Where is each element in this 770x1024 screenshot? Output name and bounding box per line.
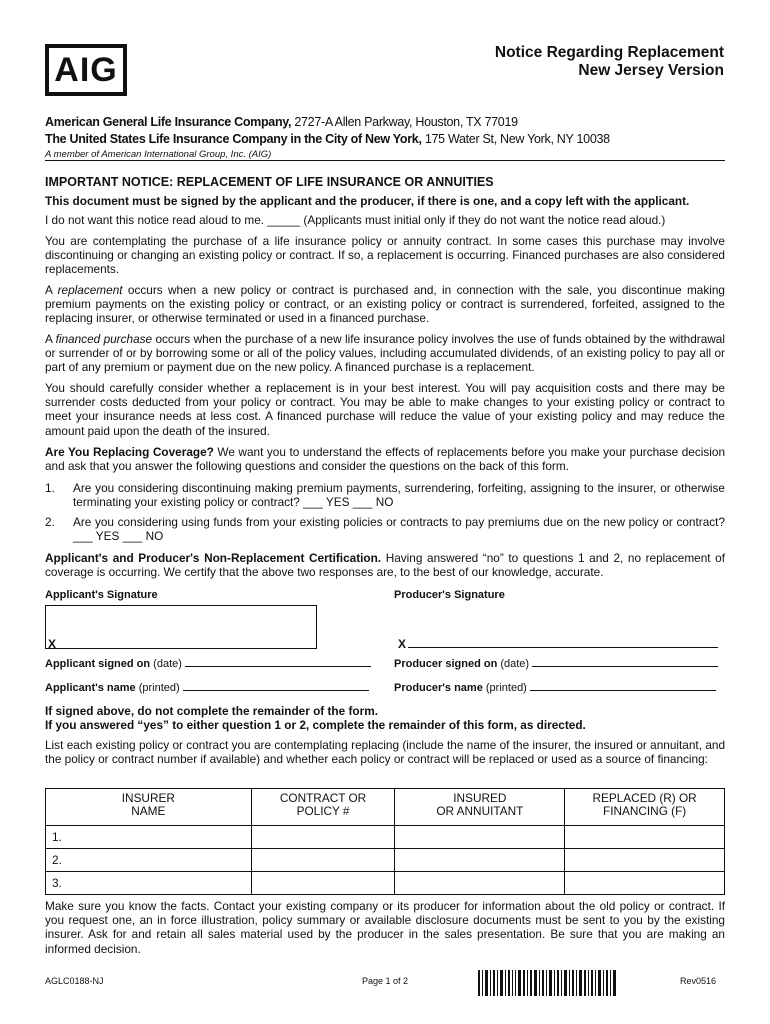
col-contract-line2: POLICY #	[296, 804, 350, 818]
member-note: A member of American International Group, Inc. (AIG)	[45, 149, 272, 160]
page-number: Page 1 of 2	[362, 976, 409, 986]
company-2	[45, 132, 610, 146]
row-1-replaced-cell[interactable]	[565, 826, 725, 849]
producer-name-row	[394, 680, 716, 694]
notice-heading: IMPORTANT NOTICE: REPLACEMENT OF LIFE INSURANCE OR ANNUITIES	[45, 175, 494, 189]
aig-logo	[45, 44, 127, 96]
paragraph-replacement	[45, 283, 725, 326]
replacing-coverage-lead: Are You Replacing Coverage?	[45, 445, 214, 459]
term-financed-purchase: financed purchase	[55, 332, 153, 346]
read-aloud-line: I do not want this notice read aloud to me. _____ (Applicants must initial only if they do not want the notice read aloud.)	[45, 213, 666, 227]
list-instruction: List each existing policy or contract you are contemplating replacing (include the name of the insurer, the insured or annuitant, and the policy or contract number if available) and whether each policy or contract will be replaced or used as a source of financing:	[45, 738, 725, 767]
paragraph-financed-purchase	[45, 332, 725, 375]
table-header-row	[46, 789, 725, 826]
row-2-insured-cell[interactable]	[395, 849, 565, 872]
applicant-signed-on-label: Applicant signed on	[45, 658, 151, 670]
applicant-date-hint: (date)	[150, 658, 182, 670]
table-row	[46, 872, 725, 895]
row-1-policy-cell[interactable]	[251, 826, 395, 849]
revision: Rev0516	[680, 976, 717, 986]
para3-body: occurs when the purchase of a new life insurance policy involves the use of funds obtained by the withdrawal or surrender of or by borrowing some or all of the policy values, including accumulated dividends, of an existing policy to pay all or part of any premium or payment due on the new policy. A financed purchase is a replacement.	[45, 332, 725, 375]
producer-signature-field[interactable]	[408, 637, 718, 648]
applicant-signature-field[interactable]	[45, 605, 317, 649]
producer-printed-hint: (printed)	[482, 682, 527, 694]
producer-name-field[interactable]	[530, 680, 716, 691]
row-2-insurer-cell[interactable]: 2.	[46, 849, 252, 872]
para3-prefix: A	[45, 332, 56, 346]
question-2-text: Are you considering using funds from your existing policies or contracts to pay premiums due on the new policy or contract? ___ YES ___ NO	[73, 515, 725, 544]
producer-signature-label: Producer's Signature	[394, 589, 505, 601]
applicant-name-field[interactable]	[183, 680, 369, 691]
know-the-facts-paragraph: Make sure you know the facts. Contact your existing company or its producer for information about the old policy or contract. If you request one, an in force illustration, policy summary or available disclosure documents must be sent to you by the existing insurer. Ask for and retain all sales material used by the producer in the sales presentation. Be sure that you are making an informed decision.	[45, 899, 725, 956]
para2-body: occurs when a new policy or contract is purchased and, in connection with the sale, you discontinue making premium payments on the existing policy or contract, or an existing policy or contract is surrendered, forfeited, assigned to the replacing insurer, or otherwise terminated or used in a financed purchase.	[45, 283, 725, 326]
question-1-number: 1.	[45, 481, 55, 495]
question-2	[45, 515, 725, 543]
paragraph-replacing-coverage	[45, 445, 725, 473]
question-1-text: Are you considering discontinuing making premium payments, surrendering, forfeiting, assigning to the insurer, or otherwise terminating your existing policy or contract? ___ YES ___ NO	[73, 481, 725, 510]
barcode-icon	[478, 970, 618, 996]
question-1	[45, 481, 725, 509]
replacing-coverage-body: We want you to understand the effects of replacements before you make your purchase decision and ask that you answer the following questions and consider the questions on the back of this form.	[45, 445, 726, 474]
non-replacement-certification	[45, 551, 725, 579]
col-replaced-financing	[565, 789, 725, 826]
signed-instruction: This document must be signed by the applicant and the producer, if there is one, and a copy left with the applicant.	[45, 194, 690, 208]
col-contract-line1: CONTRACT OR	[279, 791, 367, 805]
row-1-insurer-cell[interactable]: 1.	[46, 826, 252, 849]
producer-signed-on-row	[394, 656, 718, 670]
table-row	[46, 826, 725, 849]
col-replaced-line2: FINANCING (F)	[602, 804, 687, 818]
applicant-name-row	[45, 680, 369, 694]
producer-name-label: Producer's name	[394, 682, 483, 694]
row-2-replaced-cell[interactable]	[565, 849, 725, 872]
col-insured-line1: INSURED	[453, 791, 507, 805]
company-1-name: American General Life Insurance Company,	[45, 115, 292, 129]
col-insured-annuitant	[395, 789, 565, 826]
company-2-name: The United States Life Insurance Company in the City of New York,	[45, 132, 422, 146]
col-insured-line2: OR ANNUITANT	[436, 804, 524, 818]
row-3-policy-cell[interactable]	[251, 872, 395, 895]
form-title: Notice Regarding Replacement	[494, 44, 724, 61]
company-1	[45, 115, 518, 129]
col-insurer-line2: NAME	[131, 804, 166, 818]
producer-date-hint: (date)	[497, 658, 530, 670]
term-replacement: replacement	[57, 283, 123, 297]
applicant-signed-on-row	[45, 656, 371, 670]
row-2-policy-cell[interactable]	[251, 849, 395, 872]
question-2-number: 2.	[45, 515, 55, 529]
row-3-insurer-cell[interactable]: 3.	[46, 872, 252, 895]
divider	[45, 160, 725, 161]
applicant-signature-label: Applicant's Signature	[45, 589, 158, 601]
applicant-x-mark: X	[48, 637, 57, 651]
row-3-replaced-cell[interactable]	[565, 872, 725, 895]
company-2-address: 175 Water St, New York, NY 10038	[421, 132, 610, 146]
existing-policies-table	[45, 788, 725, 895]
para2-prefix: A	[45, 283, 58, 297]
logo-text: AIG	[54, 50, 118, 89]
col-insurer-name	[46, 789, 252, 826]
applicant-printed-hint: (printed)	[135, 682, 180, 694]
company-1-address: 2727-A Allen Parkway, Houston, TX 77019	[291, 115, 518, 129]
col-replaced-line1: REPLACED (R) OR	[592, 791, 697, 805]
form-number: AGLC0188-NJ	[45, 976, 104, 986]
col-contract-policy	[251, 789, 395, 826]
remainder-instruction-2: If you answered “yes” to either question 1 or 2, complete the remainder of this form, as directed.	[45, 718, 586, 732]
form-subtitle: New Jersey Version	[578, 62, 724, 79]
producer-signed-on-label: Producer signed on	[394, 658, 498, 670]
col-insurer-line1: INSURER	[121, 791, 175, 805]
applicant-date-field[interactable]	[185, 656, 371, 667]
paragraph-contemplating: You are contemplating the purchase of a life insurance policy or annuity contract. In some cases this purchase may involve discontinuing or changing an existing policy or contract. If so, a replacement is occurring. Financed purchases are also considered replacements.	[45, 234, 725, 277]
row-1-insured-cell[interactable]	[395, 826, 565, 849]
paragraph-consider: You should carefully consider whether a replacement is in your best interest. You will pay acquisition costs and there may be surrender costs deducted from your policy or contract. You may be able to make changes to your existing policy or contract to meet your insurance needs at less cost. A financed purchase will reduce the value of your existing policy and may reduce the amount paid upon the death of the insured.	[45, 381, 725, 438]
row-3-insured-cell[interactable]	[395, 872, 565, 895]
applicant-name-label: Applicant's name	[45, 682, 136, 694]
producer-date-field[interactable]	[532, 656, 718, 667]
certification-lead: Applicant's and Producer's Non-Replacement Certification.	[45, 551, 382, 565]
producer-x-mark: X	[398, 637, 407, 651]
certification-body: Having answered “no” to questions 1 and 2, no replacement of coverage is occurring. We certify that the above two responses are, to the best of our knowledge, accurate.	[45, 551, 725, 580]
table-row	[46, 849, 725, 872]
remainder-instruction-1: If signed above, do not complete the remainder of the form.	[45, 704, 378, 718]
